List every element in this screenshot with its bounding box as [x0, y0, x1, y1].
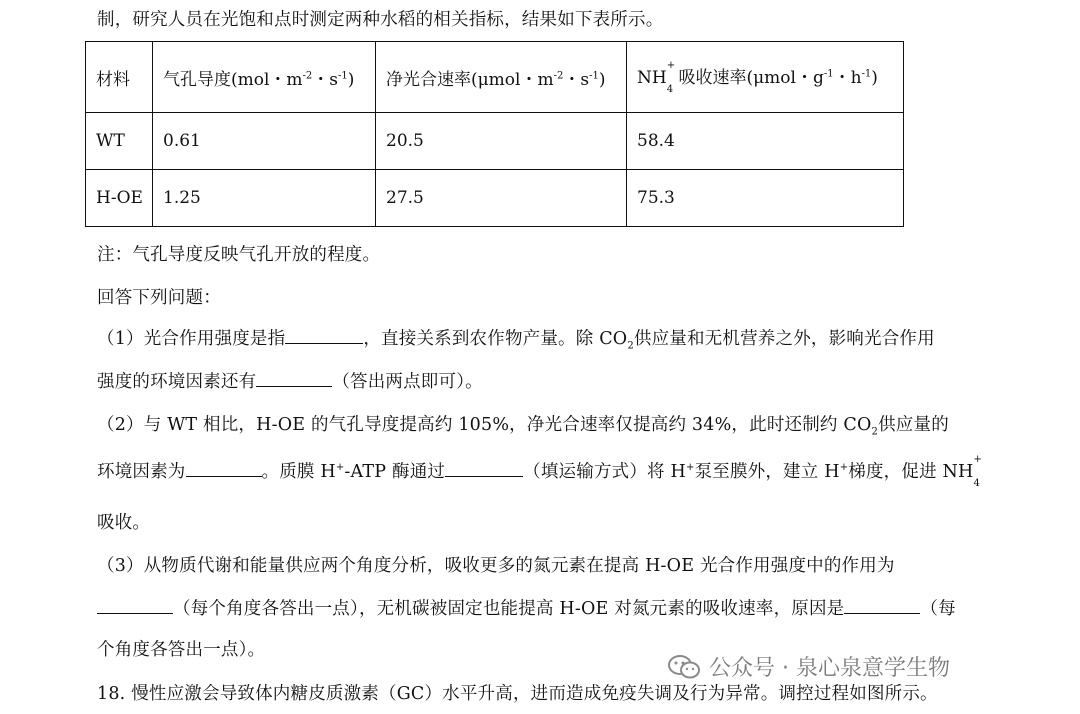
answer-blank — [186, 475, 262, 477]
header-nh4-exp2: -1 — [861, 68, 872, 80]
watermark-text: 公众号 · 泉心泉意学生物 — [709, 656, 950, 681]
header-nh4-label: 吸收速率(μmol・g — [678, 68, 824, 89]
question-prompt: 回答下列问题： — [97, 288, 221, 308]
header-nh4-nh: NH — [637, 68, 667, 89]
h-plus-sup: + — [839, 462, 849, 474]
q1-part-a: （1）光合作用强度是指 — [97, 329, 286, 349]
header-nh4-rest: ・h — [833, 68, 862, 89]
answer-blank — [256, 385, 332, 387]
header-net-close: ) — [598, 69, 606, 90]
q1-part-b: ，直接关系到农作物产量。除 CO — [363, 329, 628, 349]
header-stomatal-exp2: -1 — [338, 69, 348, 81]
header-stomatal-exp: -2 — [302, 69, 313, 81]
header-material-label: 材料 — [96, 69, 130, 90]
header-material — [86, 42, 153, 113]
header-nh4-exp: -1 — [823, 68, 834, 80]
header-nh4-ion — [666, 60, 676, 95]
answer-blank — [97, 612, 173, 614]
header-nh4-sub: 4 — [666, 83, 674, 95]
table-header-row — [86, 42, 904, 113]
q1-part-c: 供应量和无机营养之外，影响光合作用 — [633, 329, 935, 349]
q3-part-b: （每个角度各答出一点），无机碳被固定也能提高 H-OE 对氮元素的吸收速率，原因是 — [173, 599, 845, 619]
header-net-rest: ・s — [563, 69, 590, 90]
q2-part-b: 环境因素为 — [97, 462, 186, 482]
q2-line2 — [97, 454, 983, 489]
q1-part-e: （答出两点即可）。 — [332, 372, 483, 392]
nh4-sup: + — [973, 454, 983, 465]
wechat-icon — [667, 654, 701, 680]
header-net-exp2: -1 — [589, 69, 599, 81]
data-table — [85, 41, 904, 227]
nh4-sub: 4 — [973, 477, 981, 489]
table-cell: 58.4 — [627, 113, 904, 170]
answer-blank — [445, 475, 523, 477]
nh4-ion — [973, 454, 983, 489]
header-stomatal-close: ) — [347, 69, 355, 90]
table-cell: 1.25 — [153, 170, 376, 227]
q2-part-a: （2）与 WT 相比，H-OE 的气孔导度提高约 105%，净光合速率仅提高约 34%，此时还制约 CO — [97, 415, 872, 435]
q2-part-f: 泵至膜外，建立 H — [694, 462, 840, 482]
q2-line1 — [97, 411, 949, 438]
q2-part-g: 梯度，促进 NH — [848, 462, 974, 482]
answer-blank — [844, 612, 920, 614]
header-net-photosynthesis — [376, 42, 627, 113]
h-plus-sup: + — [685, 462, 695, 474]
q3-line1: （3）从物质代谢和能量供应两个角度分析，吸收更多的氮元素在提高 H-OE 光合作用强度中的作用为 — [97, 556, 895, 576]
header-net-label: 净光合速率(μmol・m — [386, 69, 554, 90]
table-cell: WT — [86, 113, 153, 170]
header-nh4-uptake — [627, 42, 904, 113]
q1-part-d: 强度的环境因素还有 — [97, 372, 257, 392]
h-plus-sup: + — [335, 462, 345, 474]
table-cell: 20.5 — [376, 113, 627, 170]
table-note: 注：气孔导度反映气孔开放的程度。 — [97, 245, 381, 265]
q3-part-b-end: （每 — [920, 599, 956, 619]
table-row — [86, 113, 904, 170]
header-stomatal-rest: ・s — [312, 69, 339, 90]
header-nh4-formula — [637, 60, 676, 95]
watermark — [667, 651, 950, 682]
q2-part-a-end: 供应量的 — [878, 415, 949, 435]
answer-blank — [285, 342, 363, 344]
question-18: 18. 慢性应激会导致体内糖皮质激素（GC）水平升高，进而造成免疫失调及行为异常。调控过程如图所示。 — [97, 684, 938, 704]
header-stomatal-conductance — [153, 42, 376, 113]
q2-part-c: 。质膜 H — [261, 462, 336, 482]
header-nh4-sup: + — [666, 60, 676, 72]
header-stomatal-label: 气孔导度(mol・m — [163, 69, 303, 90]
q1-line2 — [97, 368, 483, 393]
intro-text: 制，研究人员在光饱和点时测定两种水稻的相关指标，结果如下表所示。 — [97, 10, 664, 30]
table-cell: 0.61 — [153, 113, 376, 170]
co2-subscript: 2 — [871, 426, 879, 438]
table-row — [86, 170, 904, 227]
q3-line2 — [97, 595, 956, 620]
q2-part-e: （填运输方式）将 H — [523, 462, 686, 482]
table-cell: H-OE — [86, 170, 153, 227]
header-nh4-close: ) — [871, 68, 878, 89]
q2-line3: 吸收。 — [97, 513, 151, 533]
q2-part-d: -ATP 酶通过 — [344, 462, 446, 482]
q1-line1 — [97, 325, 935, 352]
q3-line3: 个角度各答出一点）。 — [97, 640, 266, 660]
co2-subscript: 2 — [627, 340, 634, 352]
table-cell: 75.3 — [627, 170, 904, 227]
header-net-exp: -2 — [553, 69, 564, 81]
table-cell: 27.5 — [376, 170, 627, 227]
